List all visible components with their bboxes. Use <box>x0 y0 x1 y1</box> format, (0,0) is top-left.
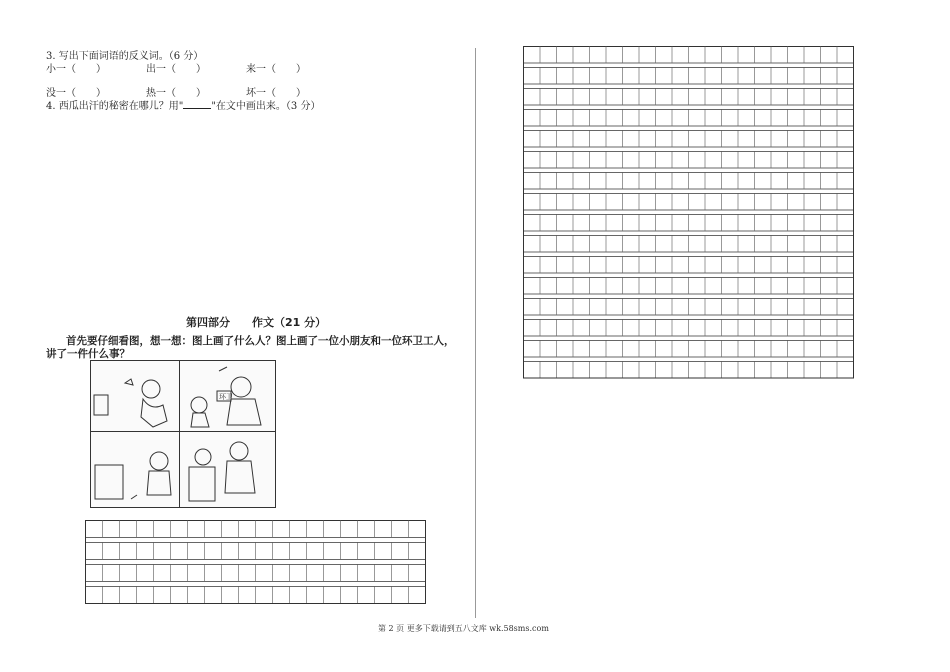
grid-row <box>523 172 853 189</box>
composition-prompt-line2: 讲了一件什么事？ <box>46 348 130 360</box>
grid-row <box>523 151 853 168</box>
antonym-item: 来一（ ） <box>246 64 306 75</box>
grid-row <box>523 256 853 273</box>
grid-row <box>523 298 853 315</box>
left-writing-grid <box>85 520 427 607</box>
grid-row <box>85 564 425 582</box>
question-4-text-end: "在文中画出来。（3 分） <box>211 101 321 112</box>
section-title: 第四部分 作文（21 分） <box>186 316 327 329</box>
grid-row <box>523 67 853 84</box>
grid-row <box>523 130 853 147</box>
underline-blank <box>183 100 211 109</box>
grid-row <box>523 109 853 126</box>
comic-drawing <box>91 361 275 507</box>
antonym-item: 出一（ ） <box>146 64 206 75</box>
comic-strip-image <box>90 360 276 508</box>
right-writing-grid <box>523 46 865 376</box>
composition-prompt-line1: 首先要仔细看图，想一想：图上画了什么人？图上画了一位小朋友和一位环卫工人， <box>66 335 455 347</box>
antonym-item: 坏一（ ） <box>246 88 306 99</box>
question-3: 3. 写出下面词语的反义词。（6 分） <box>46 51 204 62</box>
grid-row <box>523 277 853 294</box>
grid-row <box>523 193 853 210</box>
grid-row <box>523 46 853 63</box>
grid-row <box>523 235 853 252</box>
antonym-item: 热一（ ） <box>146 88 206 99</box>
grid-row <box>523 340 853 357</box>
grid-row <box>523 361 853 378</box>
grid-row <box>523 88 853 105</box>
question-4 <box>46 97 320 112</box>
grid-row <box>85 520 425 538</box>
column-divider <box>475 48 476 618</box>
grid-row <box>523 319 853 336</box>
question-4-text: 4. 西瓜出汗的秘密在哪儿？用" <box>46 101 184 112</box>
grid-row <box>85 542 425 560</box>
antonym-item: 小一（ ） <box>46 64 106 75</box>
grid-row <box>85 586 425 604</box>
antonym-item: 没一（ ） <box>46 88 106 99</box>
grid-row <box>523 214 853 231</box>
comic-sign-text: 环卫 <box>219 393 233 401</box>
page-footer: 第 2 页 更多下载请到五八文库 wk.58sms.com <box>378 624 549 633</box>
